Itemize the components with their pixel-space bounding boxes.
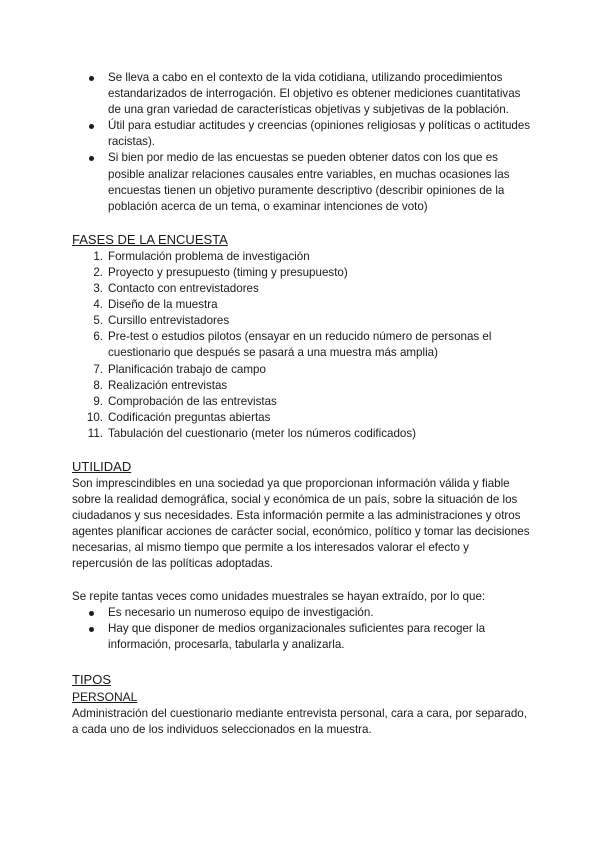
list-item: 1. Formulación problema de investigación	[93, 249, 310, 263]
list-item: Se lleva a cabo en el contexto de la vida cotidiana, utilizando procedimientos estandarizados de interrogación. El objetivo es obtener mediciones cuantitativas de una gran variedad de características objetivas y subjetivas de la población.	[72, 70, 532, 118]
list-item: 9. Comprobación de las entrevistas	[93, 394, 277, 408]
utilidad-bullet-list	[72, 605, 532, 653]
section-heading-fases: FASES DE LA ENCUESTA	[72, 231, 228, 247]
list-item: Si bien por medio de las encuestas se pueden obtener datos con los que es posible analizar relaciones causales entre variables, en muchas ocasiones las encuestas tienen un objetivo puramente descriptivo (describir opiniones de la población acerca de un tema, o examinar intenciones de voto)	[72, 150, 532, 214]
list-item: 6. Pre-test o estudios pilotos (ensayar en un reducido número de personas el cuestionario que después se pasará a una muestra más amplia)	[93, 330, 492, 360]
list-item: 8. Realización entrevistas	[93, 378, 228, 392]
tipos-paragraph: Administración del cuestionario mediante entrevista personal, cara a cara, por separado, a cada uno de los individuos seleccionados en la muestra.	[72, 706, 527, 736]
utilidad-paragraph-2: Se repite tantas veces como unidades muestrales se hayan extraído, por lo que:	[72, 589, 486, 603]
bullet-icon	[89, 76, 94, 81]
section-heading-utilidad: UTILIDAD	[72, 458, 132, 474]
list-item: 7. Planificación trabajo de campo	[93, 362, 266, 376]
subheading-personal: PERSONAL	[72, 689, 138, 704]
bullet-icon	[89, 611, 94, 616]
list-item: 5. Cursillo entrevistadores	[93, 314, 230, 328]
list-item: 3. Contacto con entrevistadores	[93, 282, 259, 296]
intro-bullet-list	[72, 70, 532, 215]
list-item: Útil para estudiar actitudes y creencias (opiniones religiosas y políticas o actitudes racistas).	[72, 118, 532, 150]
bullet-icon	[89, 124, 94, 129]
list-item: 10. Codificación preguntas abiertas	[86, 410, 271, 424]
utilidad-paragraph: Son imprescindibles en una sociedad ya que proporcionan información válida y fiable sobre la realidad demográfica, social y económica de un país, sobre la situación de los ciudadanos y sus necesidades. Esta información permite a las administraciones y otros agentes planificar acciones de carácter social, económico, político y tomar las decisiones necesarias, al mismo tiempo que permite a los interesados valorar el efecto y repercusión de las políticas adoptadas.	[72, 476, 530, 571]
bullet-icon	[89, 627, 94, 632]
list-item: 2. Proyecto y presupuesto (timing y presupuesto)	[93, 265, 348, 279]
section-heading-tipos: TIPOS	[72, 671, 112, 687]
list-item: Es necesario un numeroso equipo de investigación.	[72, 605, 532, 621]
bullet-icon	[89, 156, 94, 161]
list-item: 4. Diseño de la muestra	[93, 298, 218, 312]
list-item: 11. Tabulación del cuestionario (meter los números codificados)	[87, 426, 417, 440]
fases-numbered-list	[72, 249, 532, 442]
document-page	[72, 70, 532, 738]
list-item: Hay que disponer de medios organizacionales suficientes para recoger la información, procesarla, tabularla y analizarla.	[72, 621, 532, 653]
